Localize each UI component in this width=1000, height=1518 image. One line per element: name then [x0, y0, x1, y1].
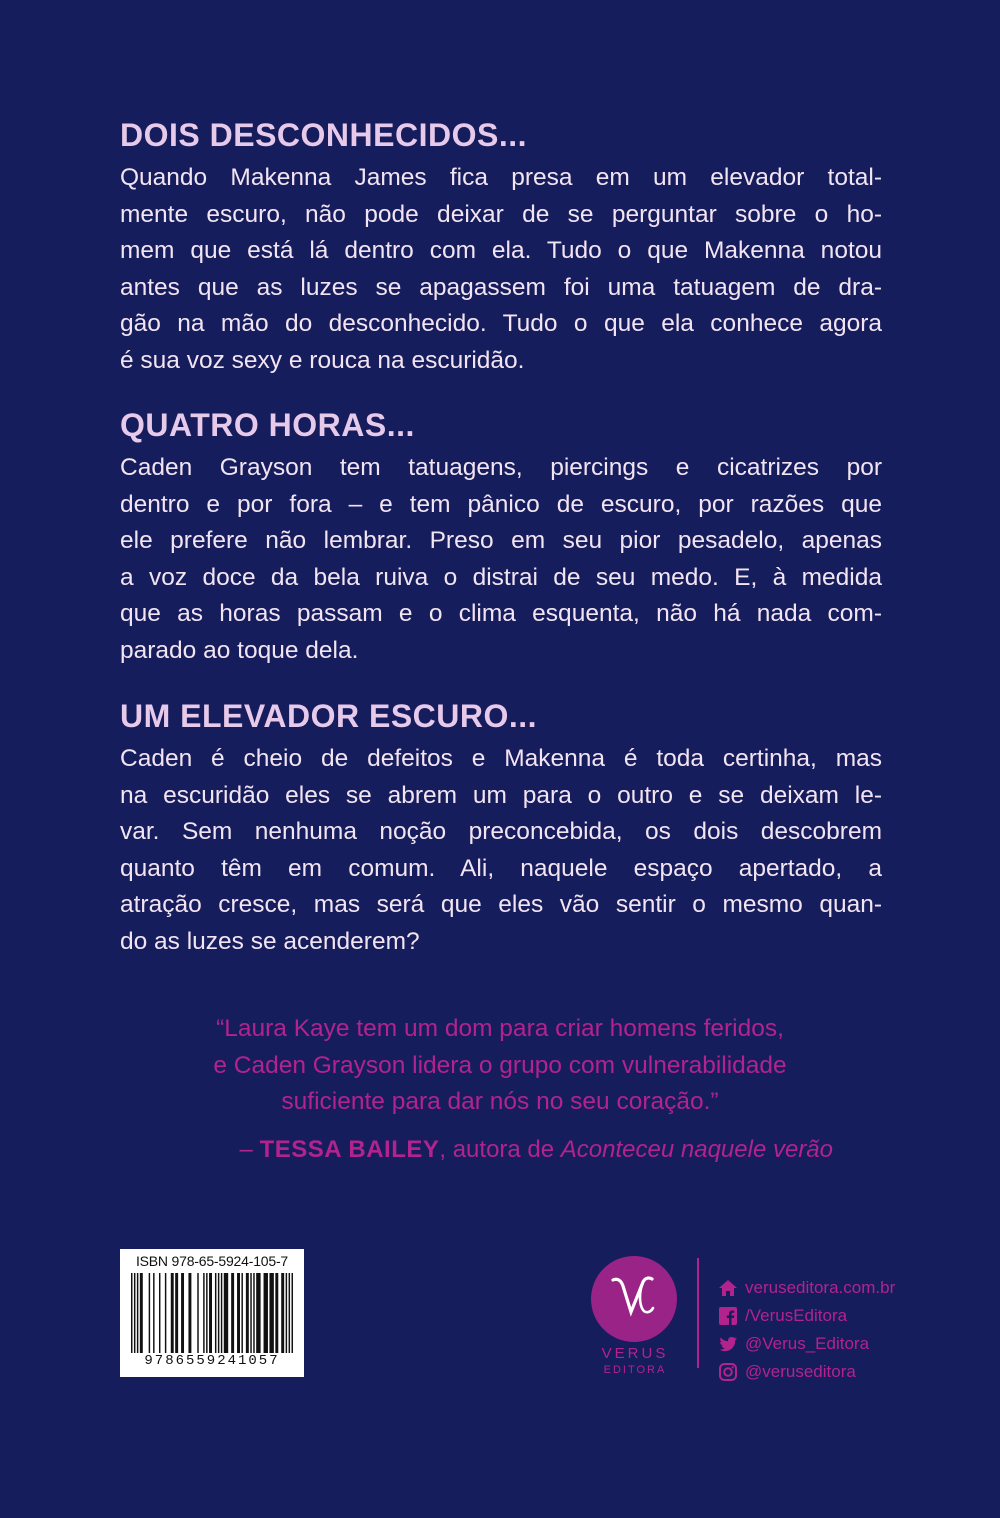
- twitter-link[interactable]: [717, 1330, 895, 1358]
- barcode-bar: [221, 1273, 222, 1353]
- facebook-icon: [717, 1305, 739, 1327]
- barcode-bar: [131, 1273, 132, 1353]
- vertical-divider: [697, 1258, 699, 1368]
- website-link[interactable]: [717, 1274, 895, 1302]
- attribution-dash: –: [239, 1136, 260, 1163]
- barcode-bar: [264, 1273, 268, 1353]
- publisher-social-links: [717, 1274, 895, 1386]
- quote-line: e Caden Grayson lidera o grupo com vulnerabilidade: [213, 1051, 787, 1079]
- barcode-bar: [250, 1273, 251, 1353]
- publisher-sub: EDITORA: [603, 1364, 667, 1376]
- attribution-middle: , autora de: [439, 1136, 561, 1163]
- body-line: Quando Makenna James fica presa em um elevador total-: [120, 164, 882, 191]
- barcode-bar: [286, 1273, 287, 1353]
- quote-author: TESSA BAILEY: [259, 1136, 440, 1163]
- body-line: Caden é cheio de defeitos e Makenna é toda certinha, mas: [120, 745, 882, 772]
- barcode-bar: [149, 1273, 150, 1353]
- body-line: Caden Grayson tem tatuagens, piercings e cicatrizes por: [120, 454, 882, 481]
- body-line: quanto têm em comum. Ali, naquele espaço apertado, a: [120, 854, 882, 882]
- body-line: a voz doce da bela ruiva o distrai de seu medo. E, à medida: [120, 563, 882, 591]
- quote-book-title: Aconteceu naquele verão: [560, 1136, 833, 1163]
- body-line: do as luzes se acenderem?: [120, 927, 420, 955]
- body-line: é sua voz sexy e rouca na escuridão.: [120, 346, 525, 374]
- barcode-bar: [269, 1273, 273, 1353]
- barcode-bar: [281, 1273, 284, 1353]
- body-line: na escuridão eles se abrem um para o outro e se deixam le-: [120, 781, 882, 809]
- barcode-bar: [159, 1273, 160, 1353]
- website-text: veruseditora.com.br: [745, 1278, 896, 1297]
- barcode-bar: [256, 1273, 260, 1353]
- barcode-bar: [188, 1273, 191, 1353]
- barcode-bar: [134, 1273, 135, 1353]
- logo-monogram-icon: [603, 1266, 663, 1326]
- barcode-bar: [140, 1273, 143, 1353]
- body-line: var. Sem nenhuma noção preconcebida, os dois descobrem: [120, 818, 882, 846]
- barcode-bar: [289, 1273, 290, 1353]
- body-line: dentro e por fora – e tem pânico de escuro, por razões que: [120, 490, 882, 518]
- body-line: mente escuro, não pode deixar de se perguntar sobre o ho-: [120, 200, 882, 228]
- barcode-bar: [209, 1273, 212, 1353]
- quote-line: suficiente para dar nós no seu coração.”: [281, 1088, 719, 1115]
- facebook-link[interactable]: [717, 1302, 895, 1330]
- body-line: ele prefere não lembrar. Preso em seu pior pesadelo, apenas: [120, 527, 882, 555]
- body-line: parado ao toque dela.: [120, 636, 359, 664]
- instagram-icon: [717, 1361, 739, 1383]
- publisher-logo: [589, 1256, 681, 1376]
- section-heading: DOIS DESCONHECIDOS...: [120, 117, 527, 153]
- barcode-digits: 9786559241057: [144, 1353, 280, 1369]
- isbn-label: ISBN 978-65-5924-105-7: [135, 1253, 289, 1269]
- home-icon: [717, 1277, 739, 1299]
- synopsis-section-2: [120, 406, 882, 670]
- barcode-bar: [218, 1273, 219, 1353]
- synopsis-section-1: [120, 116, 882, 380]
- synopsis-section-3: [120, 697, 882, 961]
- twitter-icon: [717, 1333, 739, 1355]
- body-line: que as horas passam e o clima esquenta, não há nada com-: [120, 600, 882, 628]
- body-line: atração cresce, mas será que eles vão sentir o mesmo quan-: [120, 891, 882, 919]
- barcode-bar: [231, 1273, 234, 1353]
- quote-attribution: [100, 1133, 900, 1167]
- section-heading: QUATRO HORAS...: [120, 407, 415, 443]
- barcode-bar: [292, 1273, 293, 1353]
- barcode-bars: [131, 1273, 293, 1353]
- instagram-link[interactable]: [717, 1358, 895, 1386]
- barcode-bar: [237, 1273, 240, 1353]
- facebook-text: /VerusEditora: [745, 1306, 848, 1325]
- barcode-bar: [224, 1273, 228, 1353]
- quote-line: “Laura Kaye tem um dom para criar homens feridos,: [216, 1015, 784, 1042]
- barcode-bar: [153, 1273, 154, 1353]
- barcode-bar: [203, 1273, 204, 1353]
- section-heading: UM ELEVADOR ESCURO...: [120, 698, 538, 734]
- publisher-name: VERUS: [601, 1345, 669, 1362]
- barcode-bar: [175, 1273, 178, 1353]
- barcode-bar: [137, 1273, 138, 1353]
- instagram-text: @veruseditora: [745, 1362, 856, 1381]
- body-line: mem que está lá dentro com ela. Tudo o que Makenna notou: [120, 237, 882, 265]
- barcode-bar: [165, 1273, 166, 1353]
- barcode-bar: [275, 1273, 278, 1353]
- barcode-bar: [241, 1273, 242, 1353]
- barcode-bar: [215, 1273, 216, 1353]
- isbn-barcode: [120, 1249, 304, 1377]
- blurb-quote: [100, 1011, 900, 1121]
- barcode-bar: [181, 1273, 184, 1353]
- barcode-bar: [246, 1273, 249, 1353]
- barcode-bar: [206, 1273, 207, 1353]
- body-line: antes que as luzes se apagassem foi uma tatuagem de dra-: [120, 273, 882, 301]
- body-line: gão na mão do desconhecido. Tudo o que ela conhece agora: [120, 310, 882, 338]
- barcode-bar: [197, 1273, 198, 1353]
- twitter-text: @Verus_Editora: [745, 1334, 870, 1353]
- barcode-bar: [253, 1273, 254, 1353]
- barcode-bar: [171, 1273, 174, 1353]
